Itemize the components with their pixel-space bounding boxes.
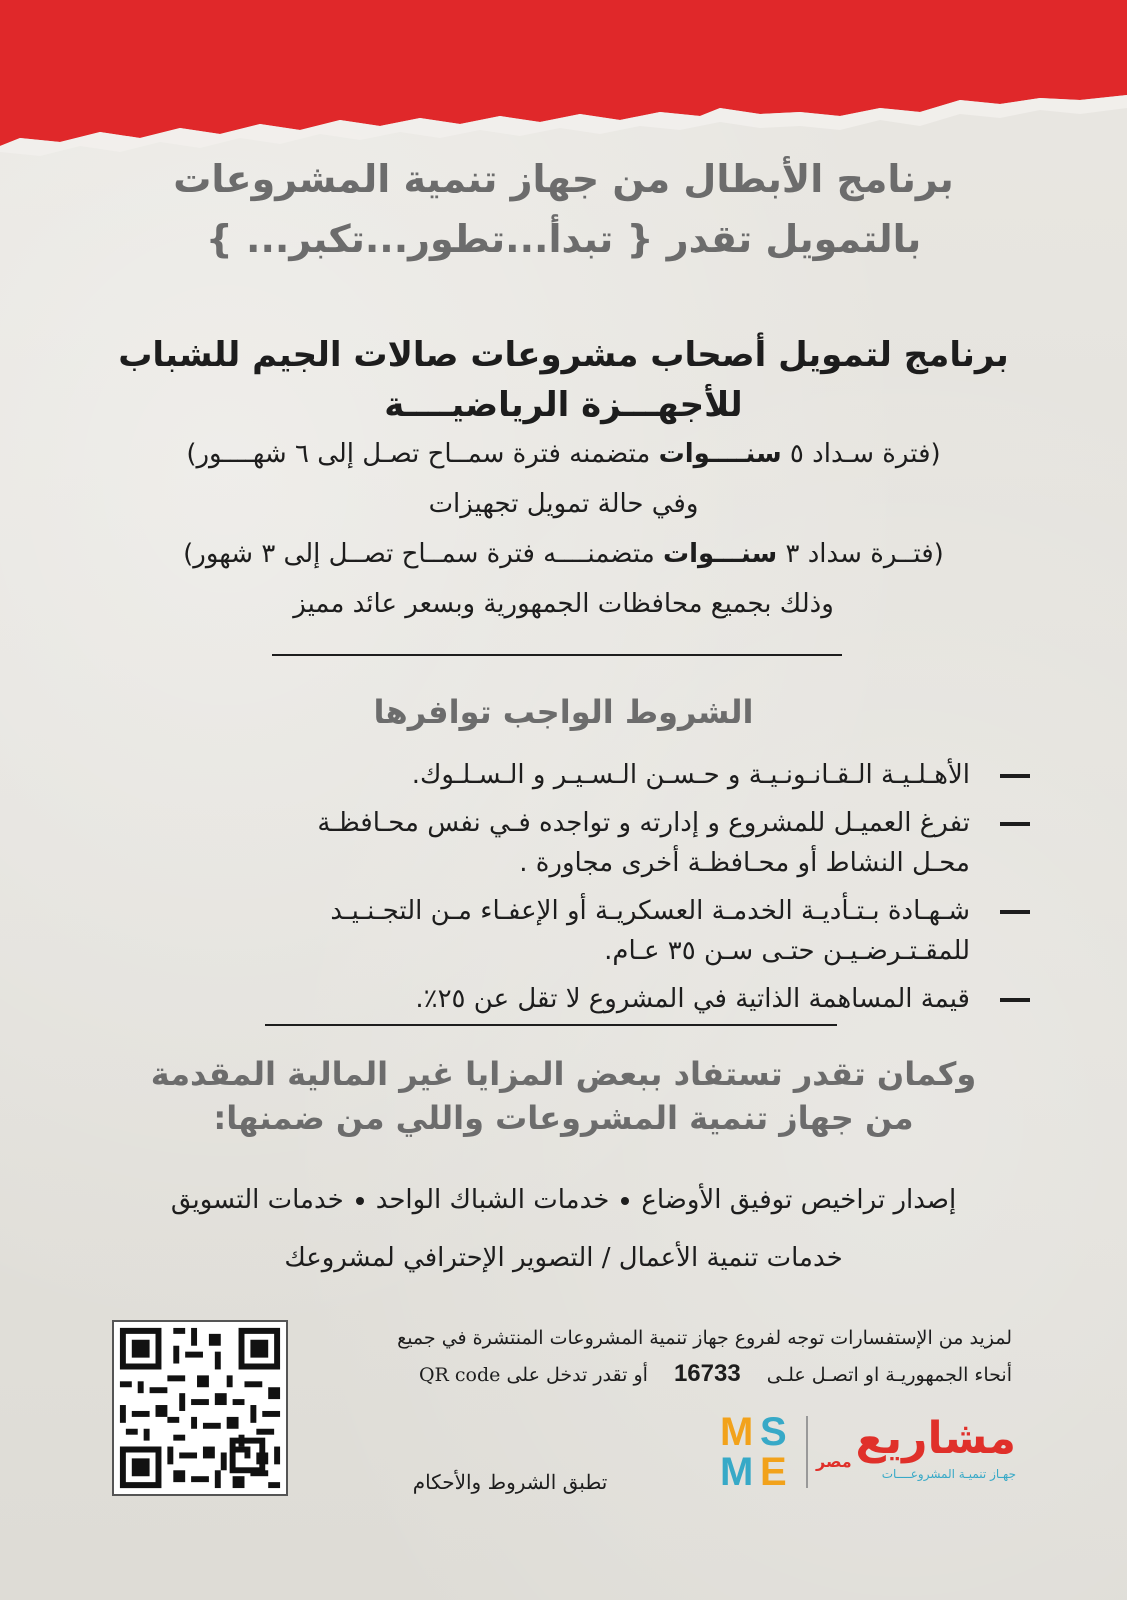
- services-row1: [60, 1180, 1067, 1220]
- condition-item: [290, 803, 1030, 883]
- services: [60, 1180, 1067, 1278]
- condition-text: الأهـلـيـة الـقـانـونـيـة و حـسـن الـسـيـر و الـسـلـوك.: [411, 760, 970, 790]
- dash-bullet-icon: [1000, 998, 1030, 1002]
- conditions-list: [290, 755, 1030, 1027]
- condition-text: قيمة المساهمة الذاتية في المشروع لا تقل عن ٢٥٪.: [415, 984, 970, 1014]
- mashroak-logo: [816, 1412, 1016, 1502]
- main-title-line2: بالتمويل تقدر { تبدأ...تطور...تكبر... }: [205, 217, 922, 261]
- service-marketing: خدمات التسويق: [170, 1185, 344, 1215]
- dash-bullet-icon: [1000, 822, 1030, 826]
- program-line1: برنامج لتمويل أصحاب مشروعات صالات الجيم للشباب: [118, 335, 1009, 375]
- qr-code[interactable]: [112, 1320, 288, 1496]
- divider-2: [265, 1024, 837, 1026]
- contact-line2-a: أنحاء الجمهوريـة او اتصـل علـى: [766, 1364, 1012, 1386]
- bullet-dot-icon: [356, 1197, 364, 1205]
- torn-red-header: [0, 0, 1127, 175]
- terms-note: تطبق الشروط والأحكام: [412, 1470, 608, 1494]
- msme-letter: M: [720, 1450, 754, 1494]
- equipment-financing-line: وفي حالة تمويل تجهيزات: [428, 489, 699, 519]
- msme-mark: [720, 1412, 800, 1492]
- msme-letter: S: [760, 1410, 787, 1454]
- repayment-1-c: متضمنه فترة سمــاح تصـل إلى ٦ شهــــور): [186, 439, 659, 469]
- logo-subtitle: جهـاز تنميـة المشروعــــات: [881, 1467, 1016, 1481]
- contact-line2-b: أو تقدر تدخل على QR code: [418, 1364, 648, 1386]
- msme-letter: E: [760, 1450, 787, 1494]
- logo-divider: [806, 1416, 808, 1488]
- service-licenses: إصدار تراخيص توفيق الأوضاع: [641, 1185, 957, 1215]
- condition-text: شـهـادة بـتـأديـة الخدمـة العسكريـة أو الإعفـاء مـن التجـنـيـد للمقـتـرضـيـن حتـى سـن ٣٥ عـام.: [330, 896, 970, 966]
- repayment-line-2: [60, 534, 1067, 574]
- repayment-1-b: سنــــوات: [658, 439, 782, 469]
- repayment-2-a: (فتــرة سداد ٣: [777, 539, 944, 569]
- repayment-1-a: (فترة سـداد ٥: [781, 439, 941, 469]
- program-line2: للأجهـــزة الرياضيــــة: [384, 385, 743, 425]
- qr-code-icon: [114, 1322, 286, 1494]
- advantages-line2: من جهاز تنمية المشروعات واللي من ضمنها:: [213, 1099, 914, 1137]
- services-row2: خدمات تنمية الأعمال / التصوير الإحترافي لمشروعك: [284, 1243, 843, 1273]
- divider-1: [272, 654, 842, 656]
- contact-line1: لمزيد من الإستفسارات توجه لفروع جهاز تنمية المشروعات المنتشرة في جميع: [397, 1327, 1012, 1349]
- condition-item: [290, 979, 1030, 1019]
- condition-text: تفرغ العميـل للمشروع و إدارته و تواجده فـي نفس محـافظـة محـل النشاط أو محـافظـة أخرى مجاورة .: [317, 808, 970, 878]
- repayment-line-1: [60, 434, 1067, 474]
- msme-letter: M: [720, 1410, 754, 1454]
- bullet-dot-icon: [621, 1197, 629, 1205]
- hotline-number[interactable]: 16733: [673, 1360, 741, 1387]
- main-title-line1: برنامج الأبطال من جهاز تنمية المشروعات: [173, 157, 954, 201]
- repayment-2-b: سنـــوات: [663, 539, 778, 569]
- advantages-line1: وكمان تقدر تستفاد ببعض المزايا غير المالية المقدمة: [150, 1055, 977, 1093]
- mashroak-wordmark: مشاريع: [855, 1413, 1016, 1464]
- governorates-line: وذلك بجميع محافظات الجمهورية وبسعر عائد مميز: [293, 589, 834, 619]
- service-one-window: خدمات الشباك الواحد: [375, 1185, 610, 1215]
- condition-item: [290, 891, 1030, 971]
- dash-bullet-icon: [1000, 910, 1030, 914]
- condition-item: [290, 755, 1030, 795]
- msme-logo: [720, 1412, 1020, 1502]
- contact-line2: [300, 1356, 1012, 1393]
- conditions-title: الشروط الواجب توافرها: [373, 693, 754, 731]
- program-description: [90, 330, 1037, 430]
- repayment-2-c: متضمنــــه فترة سمــاح تصــل إلى ٣ شهور): [183, 539, 664, 569]
- contact-info: [300, 1320, 1012, 1393]
- misr-wordmark: مصر: [816, 1452, 852, 1471]
- dash-bullet-icon: [1000, 774, 1030, 778]
